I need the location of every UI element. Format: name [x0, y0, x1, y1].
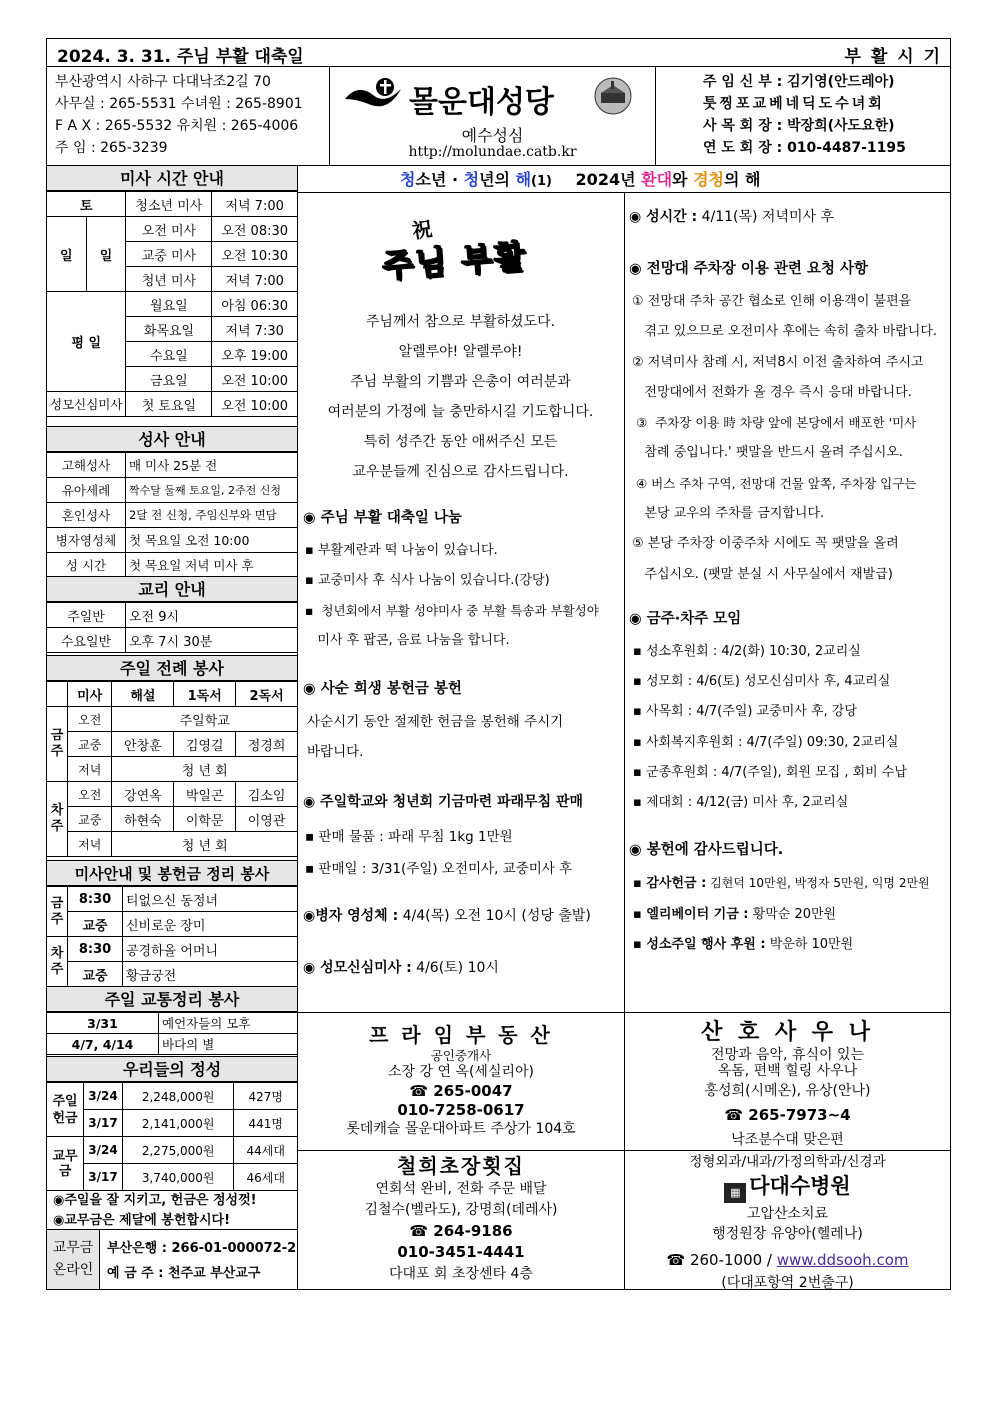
ad-line: 전망과 음악, 휴식이 있는: [710, 1047, 865, 1063]
parking-line: 참례 중입니다.' 팻말을 반드시 올려 주십시오.: [632, 445, 903, 461]
traffic-title: 주일 교통정리 봉사: [47, 986, 297, 1012]
list-item: ▪ 교중미사 후 식사 나눔이 있습니다.(강당): [305, 573, 550, 588]
parking-line: ③ 주차장 이용 時 차량 앞에 본당에서 배포한 '미사: [632, 415, 917, 431]
parking-line: ⑤ 본당 주차장 이중주차 시에도 꼭 팻말을 올려: [632, 536, 899, 552]
year-banner: [400, 167, 760, 190]
message-line: 알렐루야! 알렐루야!: [398, 344, 523, 360]
ad-line: 정형외과/내과/가정의학과/신경과: [689, 1154, 886, 1170]
mass-name: 화목요일: [126, 317, 212, 342]
sunday-label: 일: [86, 217, 126, 292]
liturgy-title: 주일 전례 봉사: [47, 655, 297, 681]
next-week-label: 차주: [47, 782, 68, 857]
share-list: [305, 536, 623, 656]
hospital-link[interactable]: www.ddsooh.com: [776, 1251, 909, 1269]
banner-text: 의 해: [723, 170, 761, 189]
donation-label: ▪ 성소주일 행사 후원 :: [633, 937, 766, 952]
staff-block: [703, 71, 906, 159]
staff-role: 주 임 신 부: [703, 74, 772, 90]
mass-time: 오전 10:00: [212, 367, 298, 392]
liturgy-mass: 오전: [68, 707, 112, 732]
mass-time: 오전 08:30: [212, 217, 298, 242]
church-url[interactable]: http://molundae.catb.kr: [408, 144, 577, 160]
offering-amount: 2,275,000원: [123, 1137, 234, 1164]
mass-time: 아침 06:30: [212, 292, 298, 317]
address-block: [55, 71, 303, 159]
ad-line: 옥돔, 편백 힐링 사우나: [717, 1063, 858, 1079]
liturgy-group: 청 년 회: [112, 832, 298, 857]
offering-date: 3/24: [84, 1083, 123, 1110]
list-item: ▪ 사목회 : 4/7(주일) 교중미사 후, 강당: [633, 704, 857, 720]
sushi-ad: [298, 1153, 624, 1285]
address-line: 부산광역시 사하구 다대낙조2길 70: [55, 74, 271, 90]
staff-name: : 박장희(사도요한): [776, 118, 895, 134]
mass-time: 저녁 7:30: [212, 317, 298, 342]
banner-text: 경청: [693, 170, 724, 189]
liturgy-person: 이학문: [174, 807, 236, 832]
bank-account: 부산은행 : 266-01-000072-2: [107, 1241, 297, 1256]
service-group: 신비로운 장미: [123, 912, 298, 937]
ad-line: 010-7258-0617: [397, 1101, 525, 1119]
sacrament-label: 고해성사: [47, 453, 126, 478]
liturgy-header: 1독서: [174, 682, 236, 707]
service-mass: 8:30: [68, 887, 123, 912]
sacrament-label: 유아세례: [47, 478, 126, 503]
liturgy-mass: 교중: [68, 807, 112, 832]
catechism-value: 오전 9시: [126, 603, 298, 628]
traffic-group: 예언자들의 모후: [159, 1013, 298, 1034]
ad-line: 행정원장 유양아(헬레나): [712, 1226, 863, 1242]
mass-time: 오전 10:30: [212, 242, 298, 267]
liturgy-person: 김소임: [236, 782, 298, 807]
ad-name: 산 호 사 우 나: [701, 1020, 874, 1045]
ad-line: 홍성희(시메온), 유상(안나): [704, 1083, 871, 1099]
bulletin-page: [46, 38, 951, 1290]
notice-label: ◉ 성시간 :: [629, 209, 698, 225]
parish-offering-label: 교무금: [47, 1137, 84, 1191]
liturgy-person: 이영관: [236, 807, 298, 832]
list-item: ▪ 판매일 : 3/31(주일) 오전미사, 교중미사 후: [305, 861, 573, 877]
list-item: ▪ 사회복지후원회 : 4/7(주일) 09:30, 2교리실: [633, 734, 899, 750]
liturgy-table: [47, 681, 298, 857]
liturgy-header: 미사: [68, 682, 112, 707]
liturgy-group: 주일학교: [112, 707, 298, 732]
traffic-group: 바다의 별: [159, 1034, 298, 1055]
liturgy-mass: 교중: [68, 732, 112, 757]
ad-line: 010-3451-4441: [397, 1243, 525, 1261]
service-mass: 8:30: [68, 937, 123, 962]
liturgy-person: 하현숙: [112, 807, 174, 832]
parking-line: 주십시오. (팻말 분실 시 사무실에서 재발급): [632, 566, 893, 582]
staff-role: 툿찡포교베네딕도수녀회: [703, 96, 885, 112]
mass-name: 오전 미사: [126, 217, 212, 242]
celebration-mark: 祝: [410, 216, 434, 244]
parking-line: 전망대에서 전화가 올 경우 즉시 응대 바랍니다.: [632, 384, 912, 400]
ad-line: (다대포항역 2번출구): [721, 1275, 854, 1291]
sunday-offering-label: 주일 헌금: [47, 1083, 84, 1137]
banner-text: 소년 ·: [415, 170, 464, 189]
ad-line: 롯데캐슬 몰운대아파트 주상가 104호: [346, 1121, 576, 1137]
mass-time: 저녁 7:00: [212, 267, 298, 292]
donation-label: ▪ 감사헌금 :: [633, 876, 707, 891]
mass-time: 저녁 7:00: [212, 192, 298, 217]
liturgy-person: 정경희: [236, 732, 298, 757]
message-line: 주님 부활의 기쁨과 은총이 여러분과: [350, 374, 571, 390]
mass-name: 청년 미사: [126, 267, 212, 292]
liturgy-header: 해설: [112, 682, 174, 707]
parking-line: ② 저녁미사 참례 시, 저녁8시 이전 출차하여 주시고: [632, 354, 924, 370]
offering-date: 3/24: [84, 1137, 123, 1164]
staff-role: 연 도 회 장: [703, 140, 772, 156]
banner-text: 환대: [641, 170, 673, 189]
online-label-line: 교무금: [52, 1240, 94, 1256]
banner-text: 청: [400, 170, 416, 189]
sale-list: [305, 821, 572, 885]
offerings-title: 우리들의 정성: [47, 1056, 297, 1082]
ad-line: 낙조분수대 맞은편: [731, 1132, 844, 1148]
date-title: 2024. 3. 31. 주님 부활 대축일: [57, 47, 304, 67]
notice-label: ◉병자 영성체 :: [303, 908, 399, 924]
lent-body: [307, 707, 563, 767]
banner-text: 2024년: [575, 170, 642, 189]
staff-role: 사 목 회 장: [703, 118, 772, 134]
sacrament-value: 첫 목요일 오전 10:00: [126, 528, 298, 553]
parking-line: ④ 버스 주차 구역, 전망대 건물 앞쪽, 주차장 입구는: [632, 475, 917, 491]
list-item: ▪ 군종후원회 : 4/7(주일), 회원 모집 , 회비 수납: [633, 764, 907, 780]
ad-name: 다대수병원: [749, 1174, 851, 1198]
ad-line: 소장 강 연 옥(세실리아): [388, 1064, 534, 1080]
meeting-title: ◉ 금주·차주 모임: [629, 611, 742, 627]
traffic-date: 3/31: [47, 1013, 159, 1034]
traffic-table: [47, 1012, 298, 1055]
meeting-list: [633, 637, 907, 818]
sale-title: ◉ 주일학교와 청년회 기금마련 파래무침 판매: [303, 794, 584, 810]
parking-list: [632, 287, 950, 590]
offering-amount: 2,141,000원: [123, 1110, 234, 1137]
parking-title: ◉ 전망대 주차장 이용 관련 요청 사항: [629, 261, 869, 277]
fax-phone: F A X : 265-5532 유치원 : 265-4006: [55, 118, 299, 134]
ad-name: 철희초장횟집: [397, 1154, 525, 1178]
sacraments-table: [47, 452, 298, 578]
this-week-label: 금주: [47, 707, 68, 782]
parking-line: 겪고 있으므로 오전미사 후에는 속히 출차 바랍니다.: [632, 324, 938, 340]
liturgy-mass: 저녁: [68, 832, 112, 857]
sauna-ad: [625, 1019, 950, 1153]
liturgy-mass: 오전: [68, 782, 112, 807]
lent-title: ◉ 사순 희생 봉헌금 봉헌: [303, 681, 462, 697]
offering-count: 46세대: [234, 1164, 298, 1191]
holy-hour: [629, 206, 834, 226]
ad-name: 프 라 임 부 동 산: [369, 1023, 553, 1047]
ad-line: 다대포 회 초장센타 4층: [389, 1266, 533, 1282]
ad-line: 김철수(벨라도), 강명희(데레사): [364, 1202, 558, 1218]
mass-times-table: [47, 191, 298, 417]
list-item: ▪ 부활계란과 떡 나눔이 있습니다.: [305, 543, 498, 558]
ad-line: ☎ 265-0047: [409, 1082, 513, 1100]
notice-value: 4/11(목) 저녁미사 후: [697, 209, 834, 225]
offering-service-title: 미사안내 및 봉헌금 정리 봉사: [47, 860, 297, 886]
offering-note: ◉주일을 잘 지키고, 헌금은 정성껏!: [53, 1193, 257, 1208]
weekday-label: 평 일: [47, 292, 126, 392]
easter-title: 주님 부활: [380, 236, 529, 285]
ad-line: ☎ 265-7973~4: [724, 1106, 851, 1124]
catechism-value: 오후 7시 30분: [126, 628, 298, 653]
banner-text: 년의: [479, 170, 516, 189]
mass-name: 수요일: [126, 342, 212, 367]
offering-amount: 3,740,000원: [123, 1164, 234, 1191]
mass-name: 첫 토요일: [126, 392, 212, 417]
mass-time: 오후 19:00: [212, 342, 298, 367]
message-line: 특히 성주간 동안 애써주신 모든: [363, 434, 558, 450]
realty-ad: [298, 1022, 624, 1139]
staff-name: : 010-4487-1195: [776, 140, 906, 156]
ad-line: 공인중개사: [430, 1048, 492, 1063]
donation-value: 박운하 10만원: [765, 937, 854, 952]
service-mass: 교중: [68, 962, 123, 987]
online-label-line: 온라인: [52, 1262, 94, 1278]
sacraments-title: 성사 안내: [47, 426, 297, 452]
account-holder: 예 금 주 : 천주교 부산교구: [107, 1266, 261, 1281]
hospital-ad: [625, 1153, 950, 1290]
marian-mass: [303, 957, 499, 977]
staff-name: : 김기영(안드레아): [776, 74, 895, 90]
thanks-title: ◉ 봉헌에 감사드립니다.: [629, 842, 784, 858]
share-title: ◉ 주님 부활 대축일 나눔: [303, 510, 462, 526]
offering-date: 3/17: [84, 1110, 123, 1137]
sacrament-label: 혼인성사: [47, 503, 126, 528]
offering-count: 441명: [234, 1110, 298, 1137]
thanks-list: [633, 868, 930, 961]
service-mass: 교중: [68, 912, 123, 937]
offering-count: 427명: [234, 1083, 298, 1110]
offering-count: 44세대: [234, 1137, 298, 1164]
hospital-logo-icon: ▦: [724, 1183, 746, 1203]
mass-time: 오전 10:00: [212, 392, 298, 417]
liturgy-person: 박일곤: [174, 782, 236, 807]
saturday-label: 토: [47, 192, 126, 217]
catechism-label: 주일반: [47, 603, 126, 628]
mass-name: 교중 미사: [126, 242, 212, 267]
banner-text: 청: [463, 170, 480, 189]
offering-note: ◉교무금은 제달에 봉헌합시다!: [53, 1213, 231, 1228]
liturgical-season: 부 활 시 기: [844, 47, 942, 67]
offering-service-table: [47, 886, 298, 987]
sacrament-value: 매 미사 25분 전: [126, 453, 298, 478]
marian-mass-label: 성모신심미사: [47, 392, 126, 417]
banner-text: 해: [515, 170, 532, 189]
offering-date: 3/17: [84, 1164, 123, 1191]
sick-communion: [303, 905, 591, 925]
banner-text: (1): [531, 174, 552, 189]
list-item: ▪ 청년회에서 부활 성야미사 중 부활 특송과 부활성야: [305, 603, 599, 618]
patron: 예수성심: [461, 126, 524, 145]
sacrament-value: 첫 목요일 저녁 미사 후: [126, 553, 298, 578]
church-logo-icon: [343, 77, 405, 113]
mass-name: 월요일: [126, 292, 212, 317]
mass-times-title: 미사 시간 안내: [47, 165, 297, 191]
mass-name: 청소년 미사: [126, 192, 212, 217]
sacrament-value: 2달 전 신청, 주임신부와 면담: [126, 503, 298, 528]
service-group: 공경하올 어머니: [123, 937, 298, 962]
message-line: 여러분의 가정에 늘 충만하시길 기도합니다.: [327, 404, 594, 420]
church-building-icon: [593, 77, 633, 115]
notice-label: ◉ 성모신심미사 :: [303, 960, 412, 976]
sacrament-label: 병자영성체: [47, 528, 126, 553]
service-group: 황금궁전: [123, 962, 298, 987]
list-item: ▪ 성모회 : 4/6(토) 성모신심미사 후, 4교리실: [633, 674, 891, 690]
parking-line: 본당 교우의 주차를 금지합니다.: [632, 506, 825, 522]
liturgy-person: 강연옥: [112, 782, 174, 807]
banner-text: 와: [672, 170, 694, 189]
body-line: 사순시기 동안 절제한 헌금을 봉헌해 주시기: [307, 714, 564, 730]
this-week-label: 금주: [47, 887, 68, 937]
list-item: 미사 후 팝콘, 음료 나눔을 합니다.: [305, 633, 510, 648]
catechism-table: [47, 602, 298, 653]
message-line: 주님께서 참으로 부활하셨도다.: [365, 314, 556, 330]
liturgy-person: 김영길: [174, 732, 236, 757]
sunday-label: 일: [47, 217, 86, 292]
easter-message: [299, 307, 622, 487]
ad-line: 고압산소치료: [746, 1206, 829, 1222]
parking-line: ① 전망대 주차 공간 협소로 인해 이용객이 불편을: [632, 294, 912, 309]
notice-value: 4/6(토) 10시: [411, 960, 499, 976]
sacrament-label: 성 시간: [47, 553, 126, 578]
notice-value: 4/4(목) 오전 10시 (성당 출발): [398, 908, 591, 924]
body-line: 바랍니다.: [307, 744, 364, 760]
offerings-table: [47, 1082, 298, 1191]
message-line: 교우분들께 진심으로 감사드립니다.: [352, 464, 569, 480]
office-phone: 사무실 : 265-5531 수녀원 : 265-8901: [55, 96, 303, 112]
next-week-label: 차주: [47, 937, 68, 987]
catechism-label: 수요일반: [47, 628, 126, 653]
service-group: 티없으신 동정녀: [123, 887, 298, 912]
donation-label: ▪ 엘리베이터 기금 :: [633, 906, 749, 922]
liturgy-mass: 저녁: [68, 757, 112, 782]
liturgy-person: 안창훈: [112, 732, 174, 757]
mass-name: 금요일: [126, 367, 212, 392]
donation-value: 김현덕 10만원, 박정자 5만원, 익명 2만원: [706, 876, 930, 890]
liturgy-group: 청 년 회: [112, 757, 298, 782]
liturgy-header: 2독서: [236, 682, 298, 707]
list-item: ▪ 제대회 : 4/12(금) 미사 후, 2교리실: [633, 795, 849, 811]
donation-value: 황막순 20만원: [748, 906, 837, 922]
sacrament-value: 짝수달 둘째 토요일, 2주전 신청: [126, 478, 298, 503]
catechism-title: 교리 안내: [47, 576, 297, 602]
ad-line: 연회석 완비, 전화 주문 배달: [375, 1181, 547, 1197]
church-name: 몰운대성당: [409, 85, 554, 120]
ad-line: ☎ 264-9186: [409, 1222, 513, 1240]
list-item: ▪ 판매 물품 : 파래 무침 1kg 1만원: [305, 829, 513, 845]
offering-amount: 2,248,000원: [123, 1083, 234, 1110]
pastor-phone: 주 임 : 265-3239: [55, 140, 168, 156]
list-item: ▪ 성소후원회 : 4/2(화) 10:30, 2교리실: [633, 644, 861, 659]
online-label: [47, 1230, 99, 1289]
traffic-date: 4/7, 4/14: [47, 1034, 159, 1055]
ad-phone: ☎ 260-1000 /: [666, 1251, 777, 1269]
